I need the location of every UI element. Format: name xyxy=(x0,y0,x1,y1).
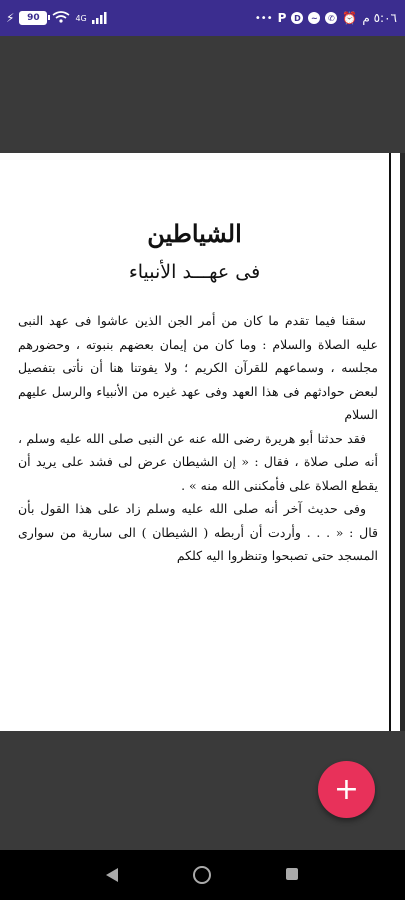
chapter-title: الشياطين xyxy=(147,219,242,248)
paragraph: وفى حديث آخر أنه صلى الله عليه وسلم زاد على هذا القول بأن قال : « . . . وأردت أن أربطه ( الشيطان ) الى سارية من سوارى المسجد حتى تصبحوا وتنظروا اليه كلكم xyxy=(18,501,378,563)
chapter-body xyxy=(18,309,378,568)
reader-background-top xyxy=(0,36,405,153)
add-button[interactable]: + xyxy=(318,761,375,818)
status-bar xyxy=(0,0,405,36)
recents-icon[interactable] xyxy=(286,868,298,880)
page-edge xyxy=(400,153,405,731)
home-icon[interactable] xyxy=(193,866,211,884)
clock: ٥:٠٦ م xyxy=(362,11,397,25)
overflow-indicator: ••• xyxy=(254,12,273,24)
alarm-icon: ⏰ xyxy=(342,11,358,25)
whatsapp-icon: ✆ xyxy=(325,12,337,24)
wifi-icon xyxy=(52,11,70,26)
paragraph: فقد حدثنا أبو هريرة رضى الله عنه عن النبى صلى الله عليه وسلم ، أنه صلى صلاة ، فقال : « إن الشيطان عرض لى فشد على يريد أن يقطع الصلاة على فأمكننى الله منه » . xyxy=(18,430,378,493)
status-right xyxy=(255,0,397,36)
back-icon[interactable] xyxy=(106,868,118,882)
charging-icon: ⚡ xyxy=(6,11,15,25)
document-page[interactable] xyxy=(0,153,400,731)
status-left xyxy=(6,0,108,36)
page-border-line xyxy=(389,153,391,731)
battery-level: 90 xyxy=(27,13,40,23)
d-notification-icon: D xyxy=(291,12,303,24)
system-nav-bar xyxy=(0,850,405,900)
signal-icon xyxy=(92,9,108,28)
chapter-subtitle: فى عهـــد الأنبياء xyxy=(128,261,261,283)
paragraph: سقنا فيما تقدم ما كان من أمر الجن الذين عاشوا فى عهد النبى عليه الصلاة والسلام : وما كان من إيمان بعضهم بنبوته ، وحضورهم مجلسه ، وسماعهم للقرآن الكريم ؛ ولا يفوتنا هنا أن نأتى بتفصيل لبعض حوادثهم فى هذا العهد وفى عهد غيره من الأنبياء والرسل عليهم السلام xyxy=(18,313,378,422)
parking-notification-icon: P xyxy=(277,11,287,25)
battery-icon xyxy=(19,11,47,25)
network-type: 4G xyxy=(75,13,87,23)
messenger-icon: ~ xyxy=(308,12,320,24)
